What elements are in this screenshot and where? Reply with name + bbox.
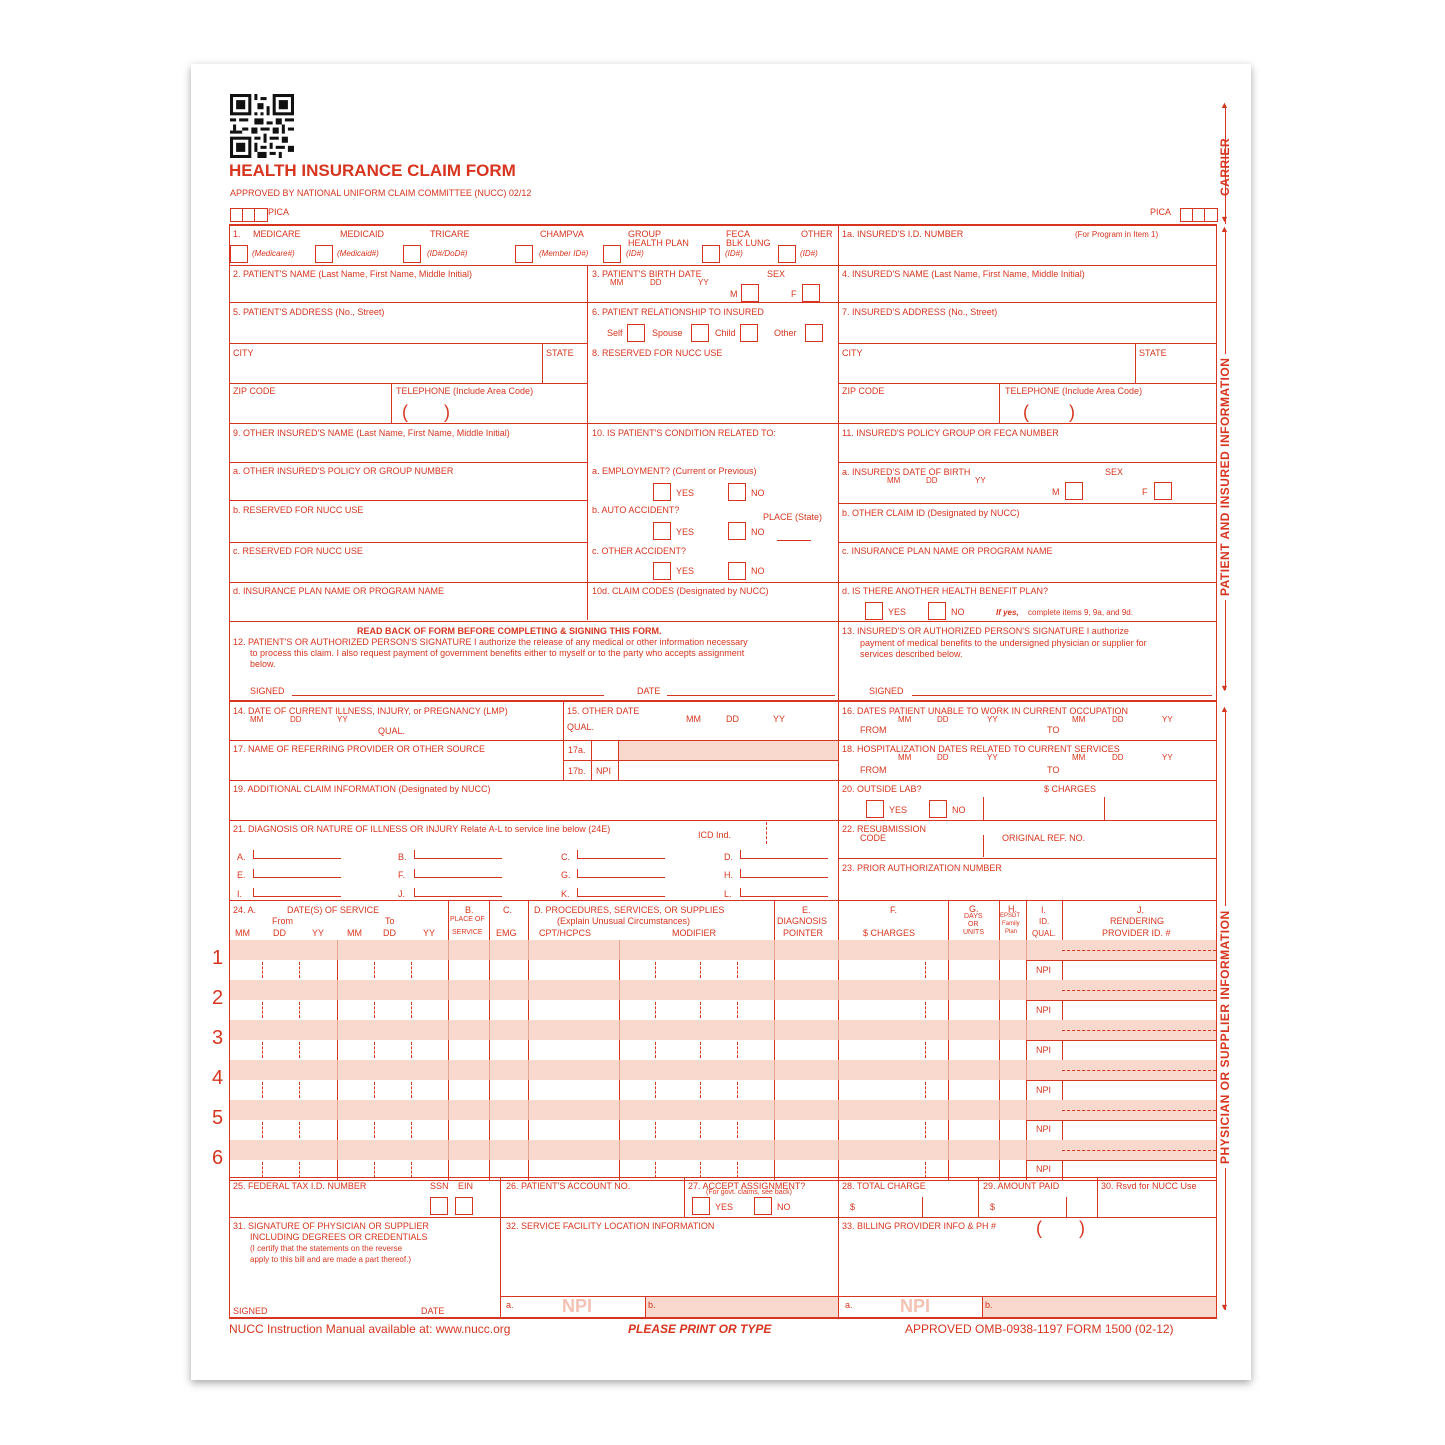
diagnosis-entry-line[interactable]	[414, 877, 502, 878]
arrow-up-icon: ▲	[1220, 100, 1229, 110]
diagnosis-entry-line[interactable]	[414, 858, 502, 859]
npi-watermark: NPI	[900, 1296, 931, 1316]
read-back-notice: READ BACK OF FORM BEFORE COMPLETING & SIGNING THIS FORM.	[357, 626, 662, 636]
federal-tax-id-label: 25. FEDERAL TAX I.D. NUMBER	[233, 1181, 367, 1191]
spouse-checkbox[interactable]	[691, 324, 709, 342]
another-plan-no-checkbox[interactable]	[928, 602, 946, 620]
another-plan-yes-checkbox[interactable]	[865, 602, 883, 620]
ein-checkbox[interactable]	[455, 1197, 473, 1215]
footer-approval: APPROVED OMB-0938-1197 FORM 1500 (02-12)	[905, 1322, 1174, 1336]
diagnosis-entry-line[interactable]	[253, 858, 341, 859]
arrow-down-icon: ▼	[1220, 214, 1229, 224]
group-checkbox[interactable]	[603, 245, 621, 263]
insured-address-label: 7. INSURED'S ADDRESS (No., Street)	[842, 307, 998, 317]
diagnosis-entry-line[interactable]	[577, 858, 665, 859]
insured-id-label: 1a. INSURED'S I.D. NUMBER	[842, 229, 964, 239]
pica-boxes-right	[1180, 208, 1218, 222]
patient-signature-text: 12. PATIENT'S OR AUTHORIZED PERSON'S SIGNATURE I authorize the release of any medical or other information necessary	[233, 637, 748, 647]
medicaid-checkbox[interactable]	[315, 245, 333, 263]
auto-accident-yes-checkbox[interactable]	[653, 522, 671, 540]
service-line-number: 1	[212, 947, 224, 969]
resubmission-label: 22. RESUBMISSION	[842, 824, 927, 834]
other-checkbox[interactable]	[778, 245, 796, 263]
physician-signature-label: 31. SIGNATURE OF PHYSICIAN OR SUPPLIER	[233, 1221, 429, 1231]
carrier-side-label: CARRIER	[1218, 137, 1232, 196]
service-line-number: 5	[212, 1107, 224, 1129]
patient-name-label: 2. PATIENT'S NAME (Last Name, First Name, Middle Initial)	[233, 269, 472, 279]
other-date-label: 15. OTHER DATE	[567, 706, 640, 716]
patient-sex-m-checkbox[interactable]	[741, 284, 759, 302]
champva-checkbox[interactable]	[515, 245, 533, 263]
reserved-8-label: 8. RESERVED FOR NUCC USE	[592, 348, 723, 358]
approval-note: APPROVED BY NATIONAL UNIFORM CLAIM COMMITTEE (NUCC) 02/12	[230, 188, 532, 198]
footer-print-notice: PLEASE PRINT OR TYPE	[628, 1322, 772, 1336]
outside-lab-label: 20. OUTSIDE LAB?	[842, 784, 922, 794]
feca-label: FECA	[726, 229, 751, 239]
unable-work-label: 16. DATES PATIENT UNABLE TO WORK IN CURRENT OCCUPATION	[842, 706, 1129, 716]
condition-related-label: 10. IS PATIENT'S CONDITION RELATED TO:	[592, 428, 776, 438]
accept-no-checkbox[interactable]	[754, 1197, 772, 1215]
relationship-label: 6. PATIENT RELATIONSHIP TO INSURED	[592, 307, 764, 317]
service-facility-label: 32. SERVICE FACILITY LOCATION INFORMATION	[506, 1221, 715, 1231]
pica-right-label: PICA	[1150, 207, 1172, 217]
diagnosis-entry-line[interactable]	[577, 896, 665, 897]
other-accident-no-checkbox[interactable]	[728, 562, 746, 580]
other-relationship-checkbox[interactable]	[805, 324, 823, 342]
insured-sex-m-checkbox[interactable]	[1065, 482, 1083, 500]
champva-label: CHAMPVA	[540, 229, 584, 239]
diagnosis-entry-line[interactable]	[253, 877, 341, 878]
medicare-label: MEDICARE	[253, 229, 301, 239]
employment-no-checkbox[interactable]	[728, 483, 746, 501]
tricare-checkbox[interactable]	[403, 245, 421, 263]
pica-boxes-left	[230, 208, 268, 222]
diagnosis-label: 21. DIAGNOSIS OR NATURE OF ILLNESS OR INJURY Relate A-L to service line below (24E)	[233, 824, 611, 834]
total-charge-label: 28. TOTAL CHARGE	[842, 1181, 926, 1191]
tricare-label: TRICARE	[430, 229, 470, 239]
form-top-border	[229, 224, 1217, 226]
medicare-checkbox[interactable]	[230, 245, 248, 263]
diagnosis-entry-line[interactable]	[740, 858, 828, 859]
policy-group-label: 11. INSURED'S POLICY GROUP OR FECA NUMBER	[842, 428, 1059, 438]
service-line-number: 6	[212, 1147, 224, 1169]
diagnosis-entry-line[interactable]	[740, 877, 828, 878]
footer-manual-link[interactable]: NUCC Instruction Manual available at: www.nucc.org	[229, 1322, 511, 1336]
qr-code-icon	[230, 94, 294, 158]
illness-date-label: 14. DATE OF CURRENT ILLNESS, INJURY, or PREGNANCY (LMP)	[233, 706, 508, 716]
pica-left-label: PICA	[268, 207, 290, 217]
other-label: OTHER	[801, 229, 833, 239]
auto-accident-no-checkbox[interactable]	[728, 522, 746, 540]
prior-auth-label: 23. PRIOR AUTHORIZATION NUMBER	[842, 863, 1002, 873]
service-line-number: 4	[212, 1067, 224, 1089]
amount-paid-label: 29. AMOUNT PAID	[983, 1181, 1060, 1191]
child-checkbox[interactable]	[740, 324, 758, 342]
insured-sex-f-checkbox[interactable]	[1154, 482, 1172, 500]
npi-watermark: NPI	[562, 1296, 593, 1316]
referring-provider-label: 17. NAME OF REFERRING PROVIDER OR OTHER SOURCE	[233, 744, 486, 754]
other-accident-yes-checkbox[interactable]	[653, 562, 671, 580]
account-no-label: 26. PATIENT'S ACCOUNT NO.	[506, 1181, 631, 1191]
ssn-checkbox[interactable]	[430, 1197, 448, 1215]
service-line-number: 2	[212, 987, 224, 1009]
patient-side-label: PATIENT AND INSURED INFORMATION	[1218, 354, 1232, 600]
self-checkbox[interactable]	[627, 324, 645, 342]
service-line-number: 3	[212, 1027, 224, 1049]
accept-yes-checkbox[interactable]	[692, 1197, 710, 1215]
other-insured-name-label: 9. OTHER INSURED'S NAME (Last Name, First Name, Middle Initial)	[233, 428, 510, 438]
outside-lab-no-checkbox[interactable]	[929, 800, 947, 818]
physician-side-label: PHYSICIAN OR SUPPLIER INFORMATION	[1218, 906, 1232, 1168]
diagnosis-entry-line[interactable]	[414, 896, 502, 897]
medicaid-label: MEDICAID	[340, 229, 385, 239]
birth-date-label: 3. PATIENT'S BIRTH DATE	[592, 269, 702, 279]
form-title: HEALTH INSURANCE CLAIM FORM	[229, 161, 516, 180]
employment-yes-checkbox[interactable]	[653, 483, 671, 501]
insured-name-label: 4. INSURED'S NAME (Last Name, First Name, Middle Initial)	[842, 269, 1085, 279]
patient-sex-f-checkbox[interactable]	[802, 284, 820, 302]
patient-address-label: 5. PATIENT'S ADDRESS (No., Street)	[233, 307, 385, 317]
insured-signature-text: 13. INSURED'S OR AUTHORIZED PERSON'S SIGNATURE I authorize	[842, 626, 1129, 636]
feca-checkbox[interactable]	[702, 245, 720, 263]
hospitalization-label: 18. HOSPITALIZATION DATES RELATED TO CURRENT SERVICES	[842, 744, 1120, 754]
additional-info-label: 19. ADDITIONAL CLAIM INFORMATION (Designated by NUCC)	[233, 784, 491, 794]
diagnosis-entry-line[interactable]	[577, 877, 665, 878]
outside-lab-yes-checkbox[interactable]	[866, 800, 884, 818]
diagnosis-entry-line[interactable]	[253, 896, 341, 897]
billing-provider-label: 33. BILLING PROVIDER INFO & PH #	[842, 1221, 997, 1231]
diagnosis-entry-line[interactable]	[740, 896, 828, 897]
rsvd-nucc-label: 30. Rsvd for NUCC Use	[1101, 1181, 1197, 1191]
accept-assignment-label: 27. ACCEPT ASSIGNMENT?	[688, 1181, 806, 1191]
group-label: GROUP	[628, 229, 662, 239]
